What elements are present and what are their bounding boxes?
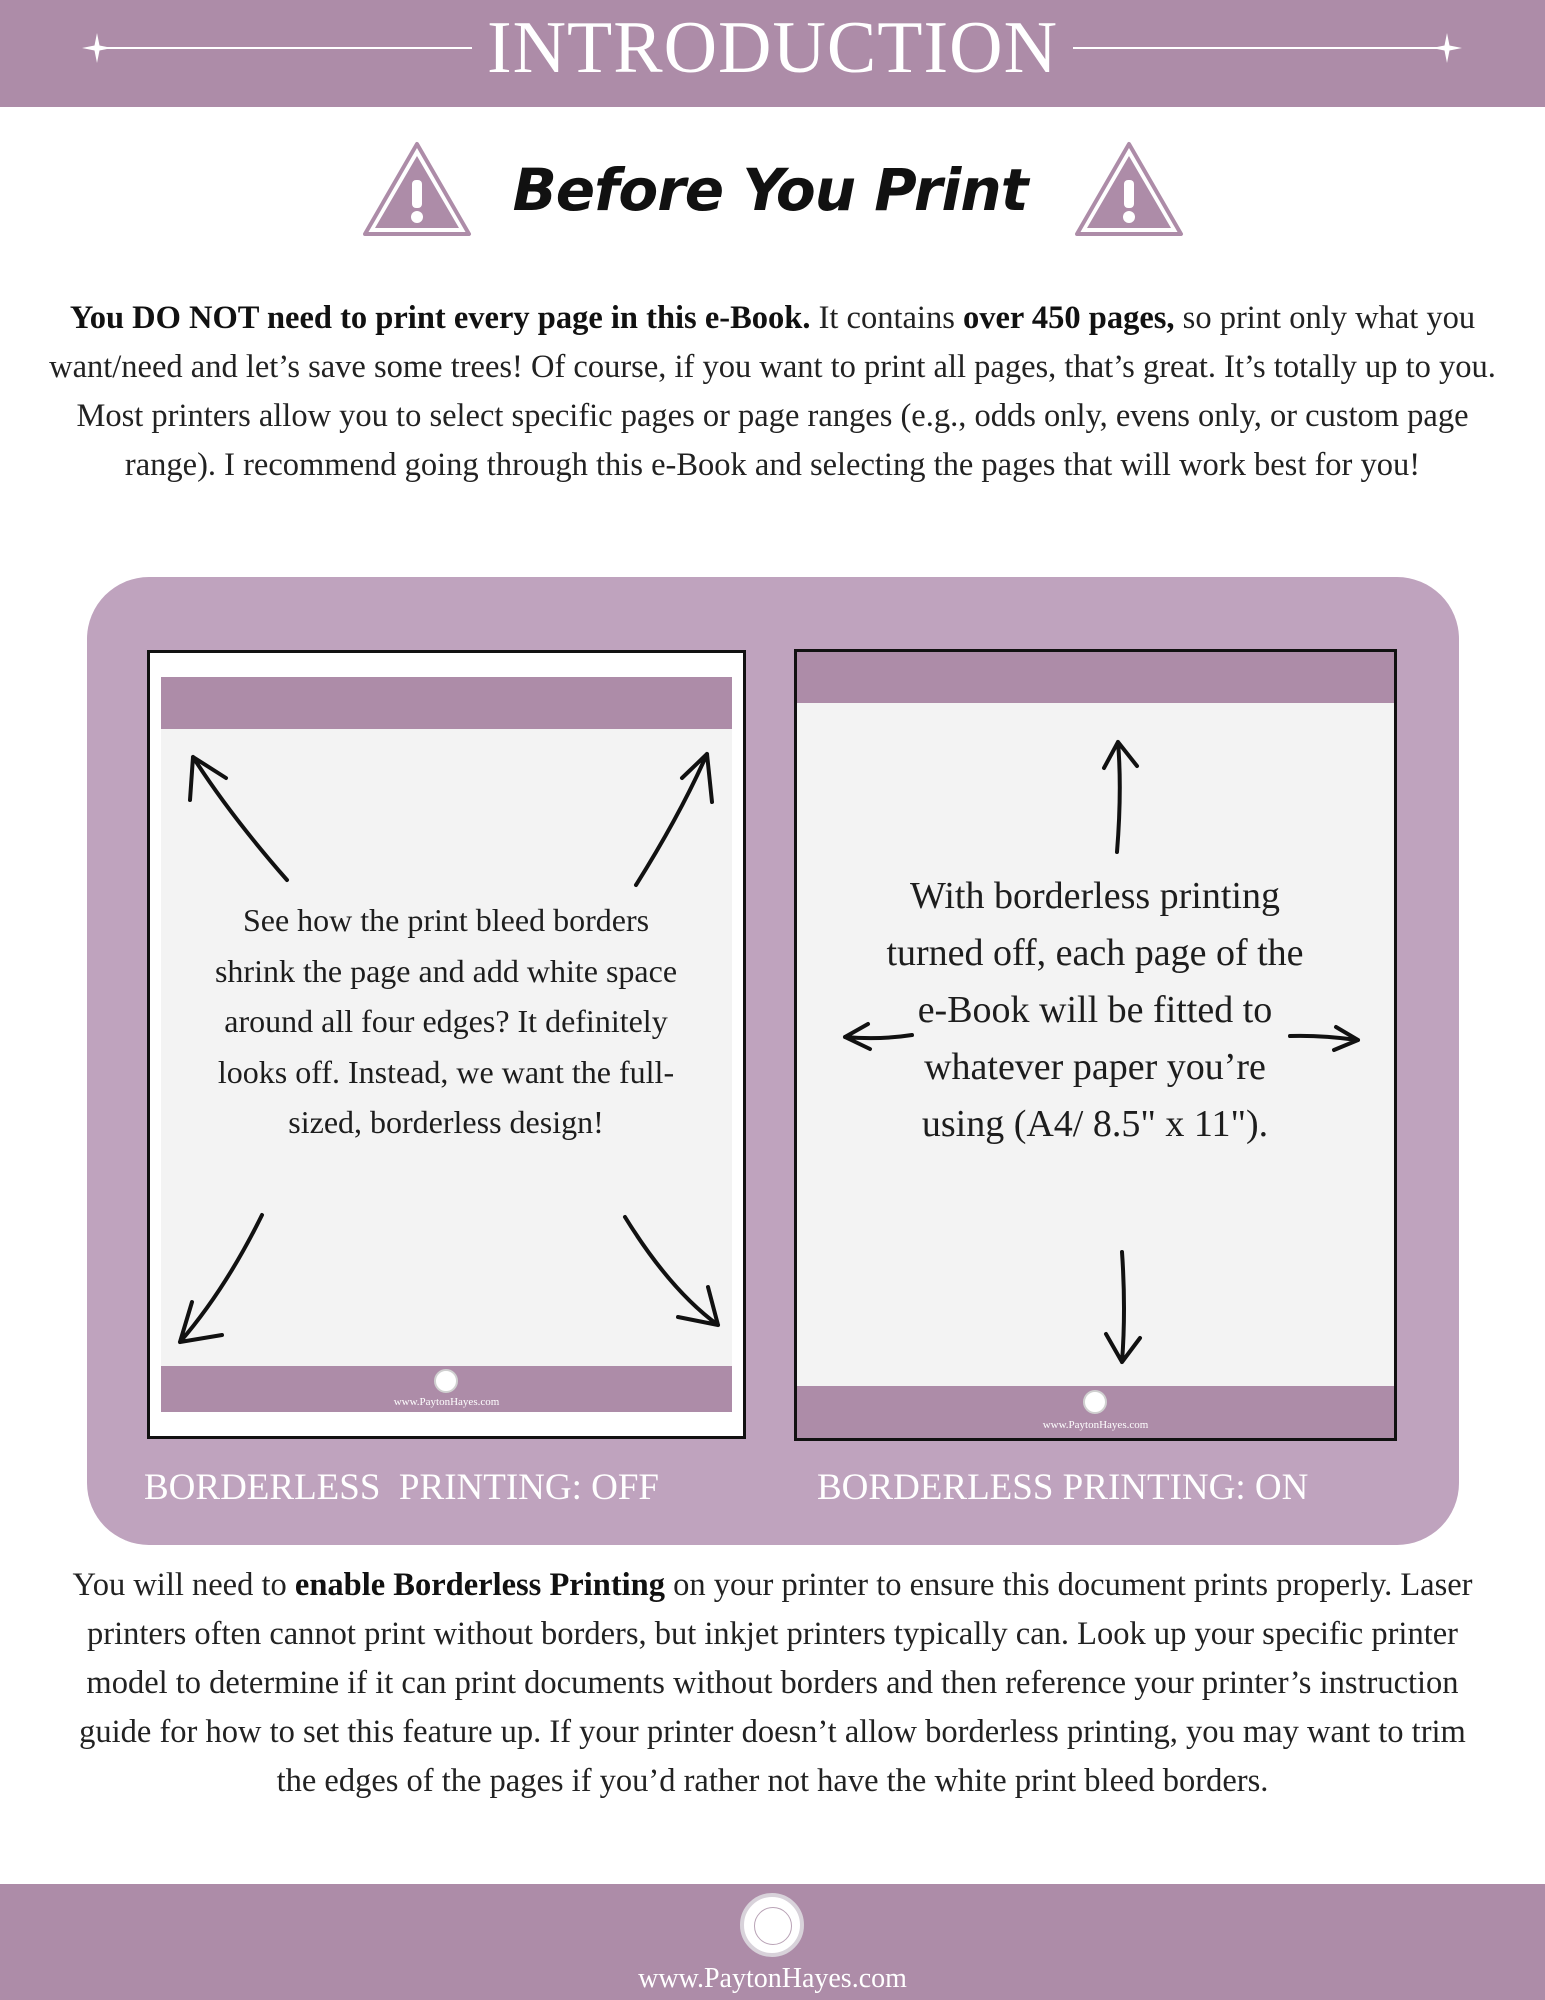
intro-paragraph <box>40 294 1505 490</box>
page-title: INTRODUCTION <box>486 7 1059 89</box>
intro-text: so print only what you want/need and let’s save some trees! Of course, if you want to print all pages, that’s great. It’s totally up to you. Most printers allow you to select specific pages or page ranges (e.g., odds only, evens only, or custom page range). I recommend going through this e-Book and selecting the pages that will work best for you! <box>49 300 1496 483</box>
mock-url: www.PaytonHayes.com <box>1042 1419 1149 1431</box>
borderless-off-explanation: See how the print bleed borders shrink the page and add white space around all four edges? It definitely looks off. Instead, we want the full-sized, borderless design! <box>214 902 678 1140</box>
caption-borderless-off: BORDERLESS PRINTING: OFF <box>144 1467 660 1508</box>
logo-icon <box>740 1893 804 1957</box>
mock-footer-band <box>797 1386 1394 1438</box>
intro-text: It contains <box>810 300 963 336</box>
mock-header-band <box>161 677 732 729</box>
outro-text: You will need to <box>72 1567 295 1603</box>
borderless-instructions-paragraph <box>60 1561 1485 1806</box>
caption-borderless-on: BORDERLESS PRINTING: ON <box>817 1467 1309 1508</box>
footer-url: www.PaytonHayes.com <box>638 1963 907 1994</box>
warning-icon <box>1073 140 1185 238</box>
mock-url: www.PaytonHayes.com <box>393 1396 500 1408</box>
logo-icon <box>434 1369 458 1393</box>
intro-bold-pages: over 450 pages, <box>963 300 1175 336</box>
borderless-on-explanation: With borderless printing turned off, each page of the e-Book will be fitted to whatever paper you’re using (A4/ 8.5" x 11"). <box>886 875 1304 1145</box>
outro-bold: enable Borderless Printing <box>294 1567 666 1603</box>
warning-icon <box>361 140 473 238</box>
intro-bold-lead: You DO NOT need to print every page in this e-Book. <box>69 300 811 336</box>
mock-footer-band <box>161 1366 732 1412</box>
section-heading: Before You Print <box>512 156 1028 224</box>
logo-ring <box>754 1907 792 1945</box>
outro-text: on your printer to ensure this document prints properly. Laser printers often cannot print without borders, but inkjet printers typically can. Look up your specific printer model to determine if it can print documents without borders and then reference your printer’s instruction guide for how to set this feature up. If your printer doesn’t allow borderless printing, you may want to trim the edges of the pages if you’d rather not have the white print bleed borders. <box>79 1567 1473 1799</box>
logo-icon <box>1083 1390 1107 1414</box>
mock-header-band <box>797 652 1394 703</box>
